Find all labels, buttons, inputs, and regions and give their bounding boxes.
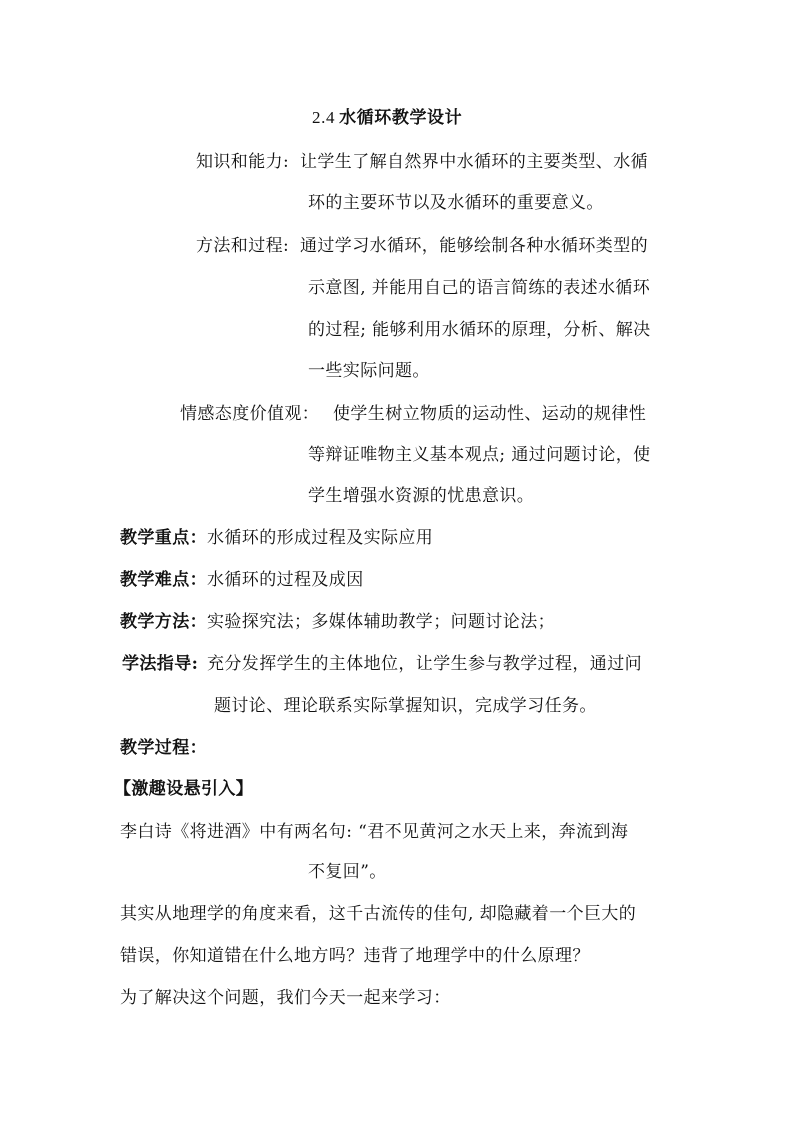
knowledge-line: 环的主要环节以及水循环的重要意义。 xyxy=(308,193,604,213)
title-number: 2.4 xyxy=(312,108,336,127)
poem-line: 李白诗《将进酒》中有两名句: “君不见黄河之水天上来，奔流到海 xyxy=(120,822,629,842)
key-point-text: 水循环的形成过程及实际应用 xyxy=(207,528,434,548)
error-line: 其实从地理学的角度来看，这千古流传的佳句, 却隐藏着一个巨大的 xyxy=(120,904,637,924)
methods-row xyxy=(120,610,555,634)
document-title xyxy=(312,106,462,130)
methods-text: 实验探究法；多媒体辅助教学；问题讨论法； xyxy=(207,612,555,632)
difficulty-label: 教学难点： xyxy=(120,570,207,590)
guidance-label: 学法指导: xyxy=(122,654,199,674)
key-point-row xyxy=(120,526,433,550)
knowledge-label: 知识和能力: xyxy=(196,152,290,172)
error-line: 错误，你知道错在什么地方吗？违背了地理学中的什么原理？ xyxy=(120,946,590,966)
transition-line: 为了解决这个问题，我们今天一起来学习： xyxy=(120,988,451,1008)
key-point-label: 教学重点： xyxy=(120,528,207,548)
process-label: 教学过程： xyxy=(120,738,207,758)
difficulty-row xyxy=(120,568,364,592)
intro-heading: 【激趣设悬引入】 xyxy=(114,779,254,799)
guidance-line: 题讨论、理论联系实际掌握知识，完成学习任务。 xyxy=(214,696,597,716)
method-label: 方法和过程: xyxy=(196,236,290,256)
guidance-line: 充分发挥学生的主体地位，让学生参与教学过程，通过问 xyxy=(207,654,642,674)
emotion-line: 学生增强水资源的忧患意识。 xyxy=(308,486,535,506)
difficulty-text: 水循环的过程及成因 xyxy=(207,570,364,590)
emotion-line: 使学生树立物质的运动性、运动的规律性 xyxy=(333,404,647,424)
emotion-line: 等辩证唯物主义基本观点; 通过问题讨论，使 xyxy=(308,445,651,465)
poem-line: 不复回”。 xyxy=(308,862,387,882)
method-line: 通过学习水循环，能够绘制各种水循环类型的 xyxy=(300,236,648,256)
emotion-label: 情感态度价值观： xyxy=(180,404,320,424)
method-line: 的过程; 能够利用水循环的原理，分析、解决 xyxy=(308,320,651,340)
knowledge-line: 让学生了解自然界中水循环的主要类型、水循 xyxy=(300,152,648,172)
methods-label: 教学方法： xyxy=(120,612,207,632)
method-line: 一些实际问题。 xyxy=(308,361,430,381)
title-text: 水循环教学设计 xyxy=(339,108,463,128)
method-line: 示意图, 并能用自己的语言简练的表述水循环 xyxy=(308,278,651,298)
